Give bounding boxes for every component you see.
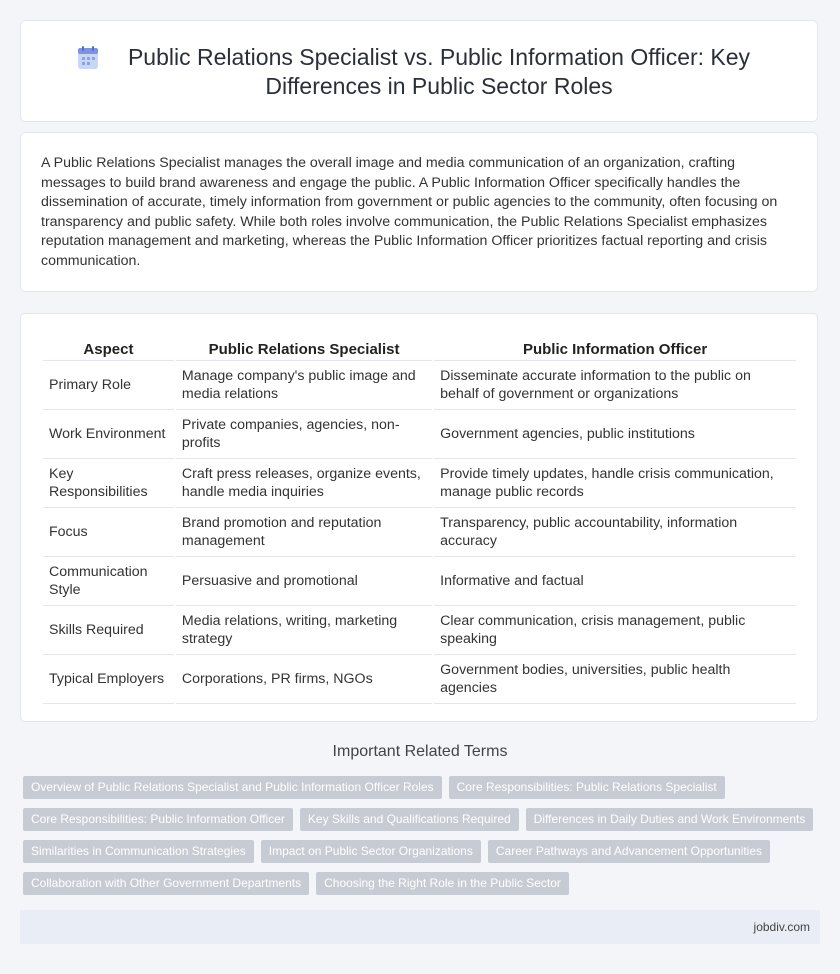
- related-term-tag[interactable]: Core Responsibilities: Public Relations Specialist: [449, 776, 725, 799]
- table-row: [43, 606, 796, 655]
- intro-paragraph: A Public Relations Specialist manages the overall image and media communication of an organization, crafting messages to build brand awareness and engage the public. A Public Information Officer specifically handles the dissemination of accurate, timely information from government or public agencies to the community, often focusing on transparency and public safety. While both roles involve communication, the Public Relations Specialist emphasizes reputation management and marketing, whereas the Public Information Officer prioritizes factual reporting and crisis communication.: [41, 155, 778, 269]
- related-term-tag[interactable]: Key Skills and Qualifications Required: [300, 808, 519, 831]
- header-pio: Public Information Officer: [434, 335, 796, 361]
- footer-site-link[interactable]: jobdiv.com: [753, 920, 810, 934]
- related-term-tag[interactable]: Impact on Public Sector Organizations: [261, 840, 481, 863]
- related-term-tag[interactable]: Collaboration with Other Government Departments: [23, 872, 309, 895]
- title-card: [20, 20, 818, 122]
- page-title: Public Relations Specialist vs. Public Information Officer: Key Differences in Public Sector Roles: [127, 44, 751, 99]
- related-term-tag[interactable]: Similarities in Communication Strategies: [23, 840, 254, 863]
- cell-pio: Government bodies, universities, public health agencies: [434, 655, 796, 704]
- cell-aspect: Key Responsibilities: [43, 459, 174, 508]
- cell-pr: Manage company's public image and media relations: [176, 361, 432, 410]
- cell-aspect: Communication Style: [43, 557, 174, 606]
- comparison-table: [41, 335, 798, 704]
- related-term-tag[interactable]: Choosing the Right Role in the Public Sector: [316, 872, 569, 895]
- cell-pr: Brand promotion and reputation management: [176, 508, 432, 557]
- related-term-tag[interactable]: Differences in Daily Duties and Work Environments: [526, 808, 814, 831]
- cell-pr: Persuasive and promotional: [176, 557, 432, 606]
- table-row: [43, 410, 796, 459]
- table-header-row: [43, 335, 796, 361]
- comparison-card: [20, 313, 818, 722]
- cell-pio: Transparency, public accountability, information accuracy: [434, 508, 796, 557]
- cell-aspect: Work Environment: [43, 410, 174, 459]
- header-pr-specialist: Public Relations Specialist: [176, 335, 432, 361]
- related-terms-list: [23, 776, 813, 904]
- related-term-tag[interactable]: Overview of Public Relations Specialist and Public Information Officer Roles: [23, 776, 442, 799]
- cell-pr: Corporations, PR firms, NGOs: [176, 655, 432, 704]
- table-row: [43, 655, 796, 704]
- table-row: [43, 459, 796, 508]
- related-terms-title: Important Related Terms: [332, 743, 508, 760]
- intro-card: [20, 132, 818, 292]
- related-term-tag[interactable]: Career Pathways and Advancement Opportunities: [488, 840, 770, 863]
- table-row: [43, 361, 796, 410]
- cell-pr: Craft press releases, organize events, handle media inquiries: [176, 459, 432, 508]
- cell-pio: Government agencies, public institutions: [434, 410, 796, 459]
- cell-aspect: Skills Required: [43, 606, 174, 655]
- header-aspect: Aspect: [43, 335, 174, 361]
- related-term-tag[interactable]: Core Responsibilities: Public Information Officer: [23, 808, 293, 831]
- cell-pio: Informative and factual: [434, 557, 796, 606]
- footer-bar: [20, 910, 820, 944]
- cell-aspect: Typical Employers: [43, 655, 174, 704]
- table-row: [43, 508, 796, 557]
- cell-aspect: Primary Role: [43, 361, 174, 410]
- cell-aspect: Focus: [43, 508, 174, 557]
- cell-pr: Private companies, agencies, non-profits: [176, 410, 432, 459]
- table-row: [43, 557, 796, 606]
- cell-pio: Clear communication, crisis management, public speaking: [434, 606, 796, 655]
- cell-pio: Disseminate accurate information to the public on behalf of government or organizations: [434, 361, 796, 410]
- cell-pio: Provide timely updates, handle crisis communication, manage public records: [434, 459, 796, 508]
- cell-pr: Media relations, writing, marketing strategy: [176, 606, 432, 655]
